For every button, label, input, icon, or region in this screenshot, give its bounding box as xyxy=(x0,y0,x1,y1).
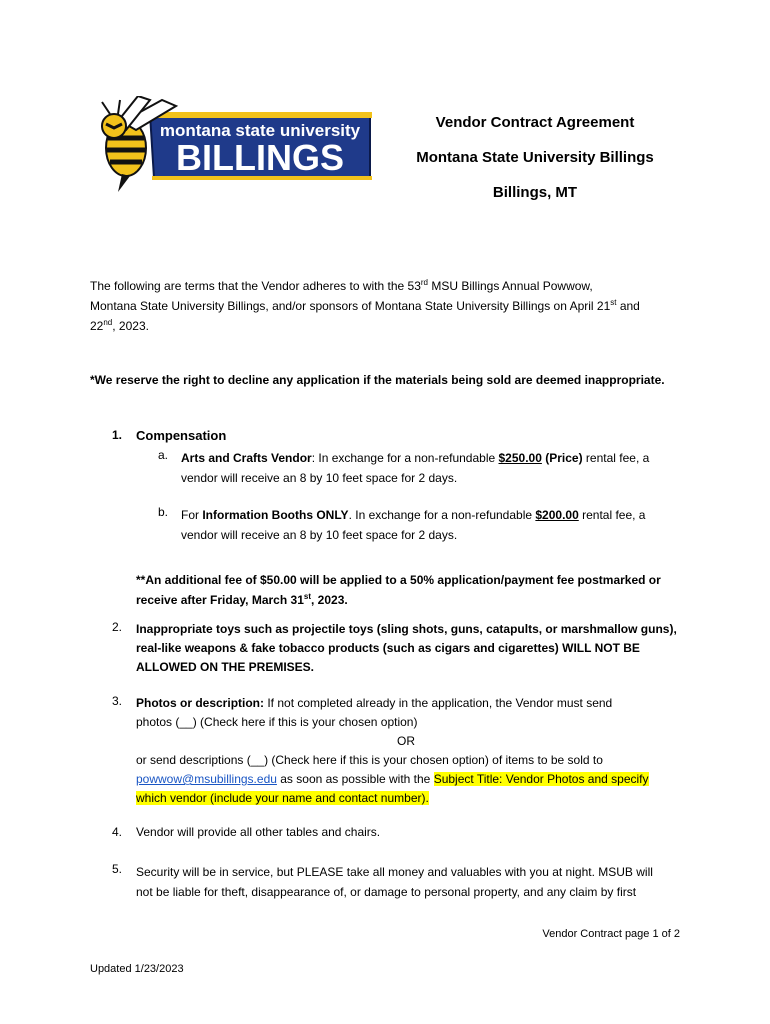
item-tables-chairs xyxy=(0,825,770,845)
item-text: Security will be in service, but PLEASE take all money and valuables with you at night. MSUB will not be liable for theft, disappearance of, or damage to personal property, and any claim by first xyxy=(136,865,653,899)
item-text: Vendor will provide all other tables and chairs. xyxy=(136,825,381,839)
item-security xyxy=(0,862,770,902)
intro-paragraph: The following are terms that the Vendor adheres to with the 53rd MSU Billings Annual Powwow, Montana State University Billings, and/or sponsors of Montana State University Billings on April 21st and 22nd, 2023. xyxy=(90,278,640,333)
item-compensation xyxy=(0,428,770,608)
item-number: 4. xyxy=(112,825,123,839)
item-heading: Compensation xyxy=(136,428,227,443)
updated-date: Updated 1/23/2023 xyxy=(90,963,184,975)
item-number: 1. xyxy=(112,428,123,442)
item-number: 2. xyxy=(112,620,123,634)
or-separator: OR xyxy=(397,734,415,748)
subitem-info-booths: For Information Booths ONLY. In exchange for a non-refundable $200.00 rental fee, a vendor will receive an 8 by 10 feet space for 2 days. xyxy=(181,508,646,542)
highlighted-instruction: Subject Title: Vendor Photos and specify xyxy=(433,772,649,786)
item-text: Inappropriate toys such as projectile toys (sling shots, guns, catapults, or marshmallow guns), real-like weapons & fake tobacco products (such as cigars and cigarettes) WILL NOT BE ALLOWED ON THE PREMISES. xyxy=(136,622,677,674)
yellowjacket-mascot-icon xyxy=(92,96,374,196)
svg-text:montana state university: montana state university xyxy=(159,121,361,140)
item-number: 5. xyxy=(112,862,123,876)
document-location: Billings, MT xyxy=(492,184,578,201)
document-subtitle: Montana State University Billings xyxy=(416,149,654,166)
item-number: 3. xyxy=(112,694,123,708)
subitem-arts-crafts: Arts and Crafts Vendor: In exchange for a non-refundable $250.00 (Price) rental fee, a vendor will receive an 8 by 10 feet space for 2 days. xyxy=(181,451,650,485)
msu-billings-logo xyxy=(92,96,374,196)
page-number: Vendor Contract page 1 of 2 xyxy=(542,928,680,940)
item-inappropriate-toys xyxy=(0,620,770,680)
document-title: Vendor Contract Agreement xyxy=(435,114,635,131)
item-text: Photos or description: If not completed already in the application, the Vendor must send photos (__) (Check here if this is your chosen option) OR or send descriptions (__) (Check here if this is your chosen option) of items to be sold to powwow@msubillings.edu as soon as possible with the Subject Title: Vendor Photos and specify which vendor (include your name and contact number). xyxy=(136,694,696,808)
email-link[interactable]: powwow@msubillings.edu xyxy=(136,772,277,786)
reserve-note: *We reserve the right to decline any application if the materials being sold are deemed inappropriate. xyxy=(90,373,665,387)
svg-text:BILLINGS: BILLINGS xyxy=(176,137,344,178)
subitem-label: b. xyxy=(158,505,169,519)
additional-fee-note: **An additional fee of $50.00 will be applied to a 50% application/payment fee postmarked or receive after Friday, March 31st, 2023. xyxy=(136,573,661,607)
subitem-label: a. xyxy=(158,448,169,462)
highlighted-instruction: which vendor (include your name and contact number). xyxy=(136,791,429,805)
item-photos-description xyxy=(0,694,770,804)
